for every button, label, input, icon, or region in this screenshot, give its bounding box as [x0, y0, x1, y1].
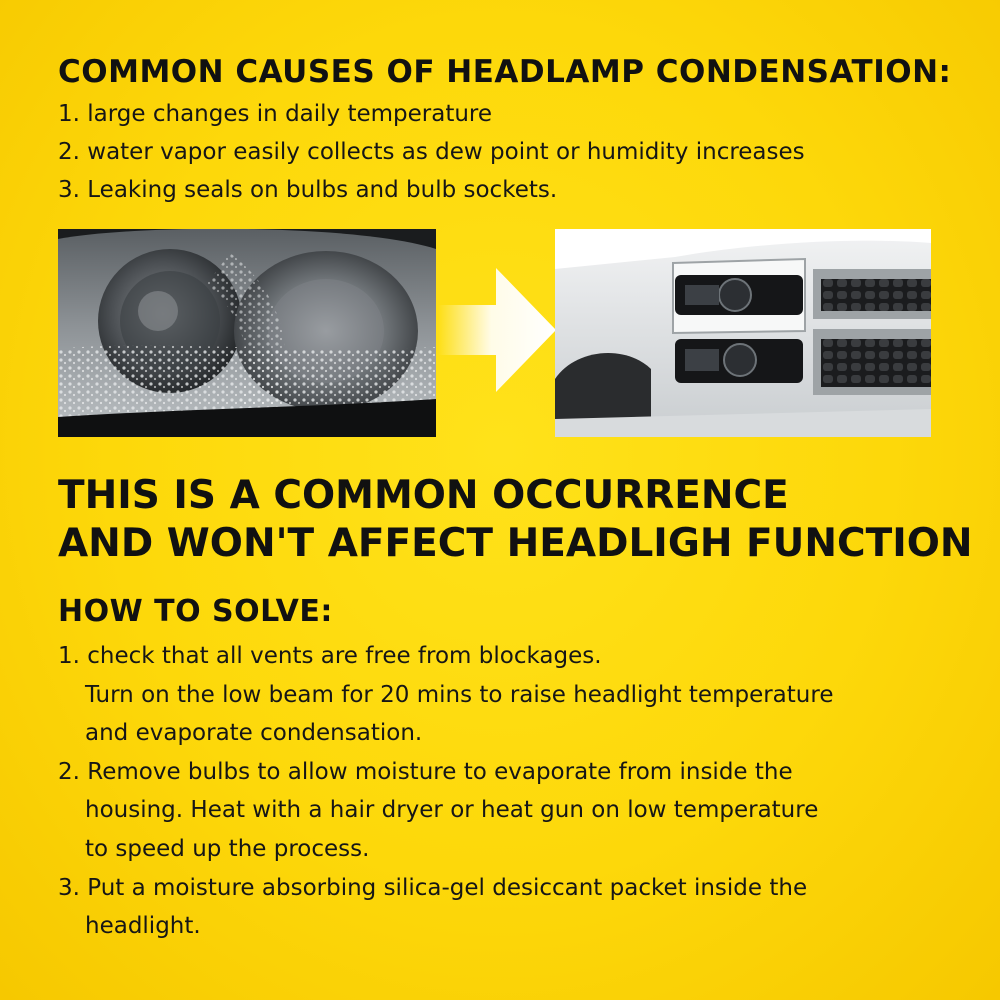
- cause-item: 3. Leaking seals on bulbs and bulb sockets.: [58, 177, 558, 203]
- solve-step-2: [58, 753, 833, 869]
- solve-step-1: [58, 637, 833, 753]
- solve-step-3: [58, 869, 833, 946]
- cause-item: 2. water vapor easily collects as dew point or humidity increases: [58, 139, 805, 165]
- causes-heading: COMMON CAUSES OF HEADLAMP CONDENSATION:: [58, 54, 952, 90]
- solve-step-line: and evaporate condensation.: [85, 720, 423, 747]
- solve-step-line: 3. Put a moisture absorbing silica-gel desiccant packet inside the: [58, 874, 808, 901]
- causes-list: [58, 95, 805, 209]
- solve-step-line: headlight.: [85, 913, 201, 940]
- arrow-right-icon: [438, 268, 556, 392]
- clear-headlamp-truck-photo: [555, 229, 931, 437]
- statement-text: [58, 472, 973, 568]
- solve-step-line: 1. check that all vents are free from blockages.: [58, 643, 602, 669]
- solve-step-line: Turn on the low beam for 20 mins to raise headlight temperature: [85, 681, 834, 708]
- solve-step-line: housing. Heat with a hair dryer or heat gun on low temperature: [85, 797, 819, 824]
- solve-heading: HOW TO SOLVE:: [58, 594, 333, 629]
- foggy-headlamp-photo: [58, 229, 436, 437]
- solve-list: [58, 637, 833, 946]
- solve-step-line: to speed up the process.: [85, 835, 370, 862]
- cause-item: 1. large changes in daily temperature: [58, 101, 493, 127]
- statement-line: AND WON'T AFFECT HEADLIGH FUNCTION: [58, 521, 973, 566]
- solve-step-line: 2. Remove bulbs to allow moisture to evaporate from inside the: [58, 758, 793, 785]
- statement-line: THIS IS A COMMON OCCURRENCE: [58, 473, 789, 518]
